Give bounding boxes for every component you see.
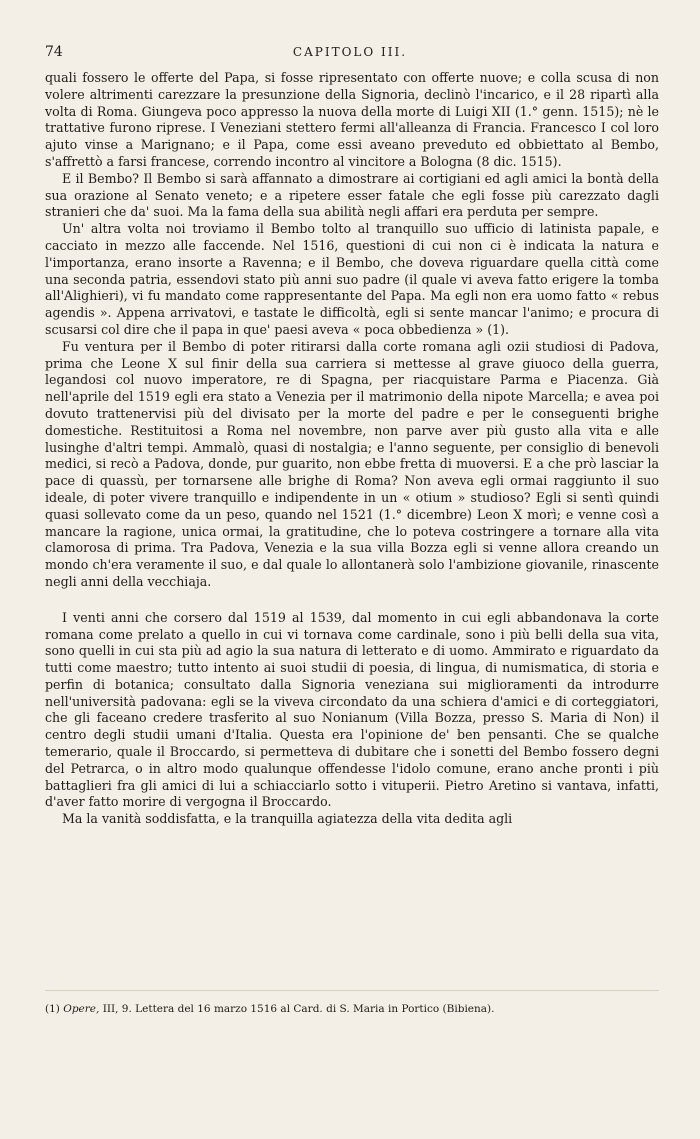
footnote-work-title: Opere, bbox=[63, 1003, 100, 1015]
page-header bbox=[45, 44, 655, 64]
paragraph: quali fossero le offerte del Papa, si fosse ripresentato con offerte nuove; e colla scusa di non volere altrimenti carezzare la presunzione della Signoria, declinò l'incarico, e il 28 ripartì alla volta di Roma. Giungeva poco appresso la nuova della morte di Luigi XII (1.° genn. 1515); nè le trattative furono riprese. I Veneziani stettero fermi all'alleanza di Francia. Francesco I col loro ajuto vinse a Marignano; e il Papa, come essi aveano preveduto ed obbiettato al Bembo, s'affrettò a farsi francese, correndo incontro al vincitore a Bologna (8 dic. 1515). bbox=[45, 70, 659, 169]
paragraph: I venti anni che corsero dal 1519 al 1539, dal momento in cui egli abbandonava la corte romana come prelato a quello in cui vi tornava come cardinale, sono i più belli della sua vita, sono quelli in cui sta più ad agio la sua natura di letterato e di uomo. Ammirato e riguardato da tutti come maestro; tutto intento ai suoi studii di poesia, di lingua, di numismatica, di storia e perfin di botanica; consultato dalla Signoria veneziana sui miglioramenti da introdurre nell'università padovana: egli se la viveva circondato da una schiera d'amici e di corteggiatori, che gli faceano credere trasferito al suo Nonianum (Villa Bozza, presso S. Maria di Non) il centro degli studii umani d'Italia. Questa era l'opinione de' ben pensanti. Che se qualche temerario, quale il Broccardo, si permetteva di dubitare che i sonetti del Bembo fossero degni del Petrarca, o in altro modo qualunque offendesse l'idolo comune, erano anche pronti i più battaglieri fra gli amici di lui a schiacciarlo sotto i vituperii. Pietro Aretino si vantava, infatti, d'aver fatto morire di vergogna il Broccardo. bbox=[45, 609, 659, 810]
paragraph: Un' altra volta noi troviamo il Bembo tolto al tranquillo suo ufficio di latinista papale, e cacciato in mezzo alle faccende. Nel 1516, questioni di cui non ci è indicata la natura e l'importanza, erano insorte a Ravenna; e il Bembo, che doveva riguardare quella città come una seconda patria, essendovi stato più anni suo padre (il quale vi aveva fatto erigere la tomba all'Alighieri), vi fu mandato come rappresentante del Papa. Ma egli non era uomo fatto « rebus agendis ». Appena arrivatovi, e tastate le difficoltà, egli si sente mancar l'animo; e procura di scusarsi col dire che il papa in que' paesi aveva « poca obbedienza » (1). bbox=[45, 221, 659, 337]
paragraph: Ma la vanità soddisfatta, e la tranquilla agiatezza della vita dedita agli bbox=[62, 811, 513, 827]
running-head: CAPITOLO III. bbox=[292, 45, 408, 59]
footnote-divider bbox=[45, 990, 659, 991]
footnote-text: III, 9. Lettera del 16 marzo 1516 al Card. di S. Maria in Portico (Bibiena). bbox=[102, 1003, 495, 1015]
body-text bbox=[45, 70, 659, 828]
footnote bbox=[45, 1002, 659, 1016]
footnote-marker: (1) bbox=[45, 1003, 60, 1015]
page-number: 74 bbox=[45, 44, 63, 60]
paragraph: E il Bembo? Il Bembo si sarà affannato a dimostrare ai cortigiani ed agli amici la bontà della sua orazione al Senato veneto; e a ripetere esser fatale che egli fosse più carezzato dagli stranieri che da' suoi. Ma la fama della sua abilità negli affari era perduta per sempre. bbox=[45, 170, 659, 220]
paragraph: Fu ventura per il Bembo di poter ritirarsi dalla corte romana agli ozii studiosi di Padova, prima che Leone X sul finir della sua carriera si mettesse al grave giuoco della guerra, legandosi col nuovo imperatore, re di Spagna, per riacquistare Parma e Piacenza. Già nell'aprile del 1519 egli era stato a Venezia per il matrimonio della nipote Marcella; e avea poi dovuto trattenervisi più del divisato per la morte del padre e per le conseguenti brighe domestiche. Restituitosi a Roma nel novembre, non parve aver più gusto alla vita e alle lusinghe d'altri tempi. Ammalò, quasi di nostalgia; e l'anno seguente, per consiglio di benevoli medici, si recò a Padova, donde, pur guarito, non ebbe fretta di muoversi. E a che prò lasciar la pace di quassù, per tornarsene alle brighe di Roma? Non aveva egli ormai raggiunto il suo ideale, di poter vivere tranquillo e indipendente in un « otium » studioso? Egli si sentì quindi quasi sollevato come da un peso, quando nel 1521 (1.° dicembre) Leon X morì; e venne così a mancare la ragione, unica ormai, la gratitudine, che lo poteva costringere a tornare alla vita clamorosa di prima. Tra Padova, Venezia e la sua villa Bozza egli si venne allora creando un mondo ch'era veramente il suo, e dal quale lo allontanerà solo l'ambizione giovanile, rinascente negli anni della vecchiaja. bbox=[45, 338, 659, 589]
